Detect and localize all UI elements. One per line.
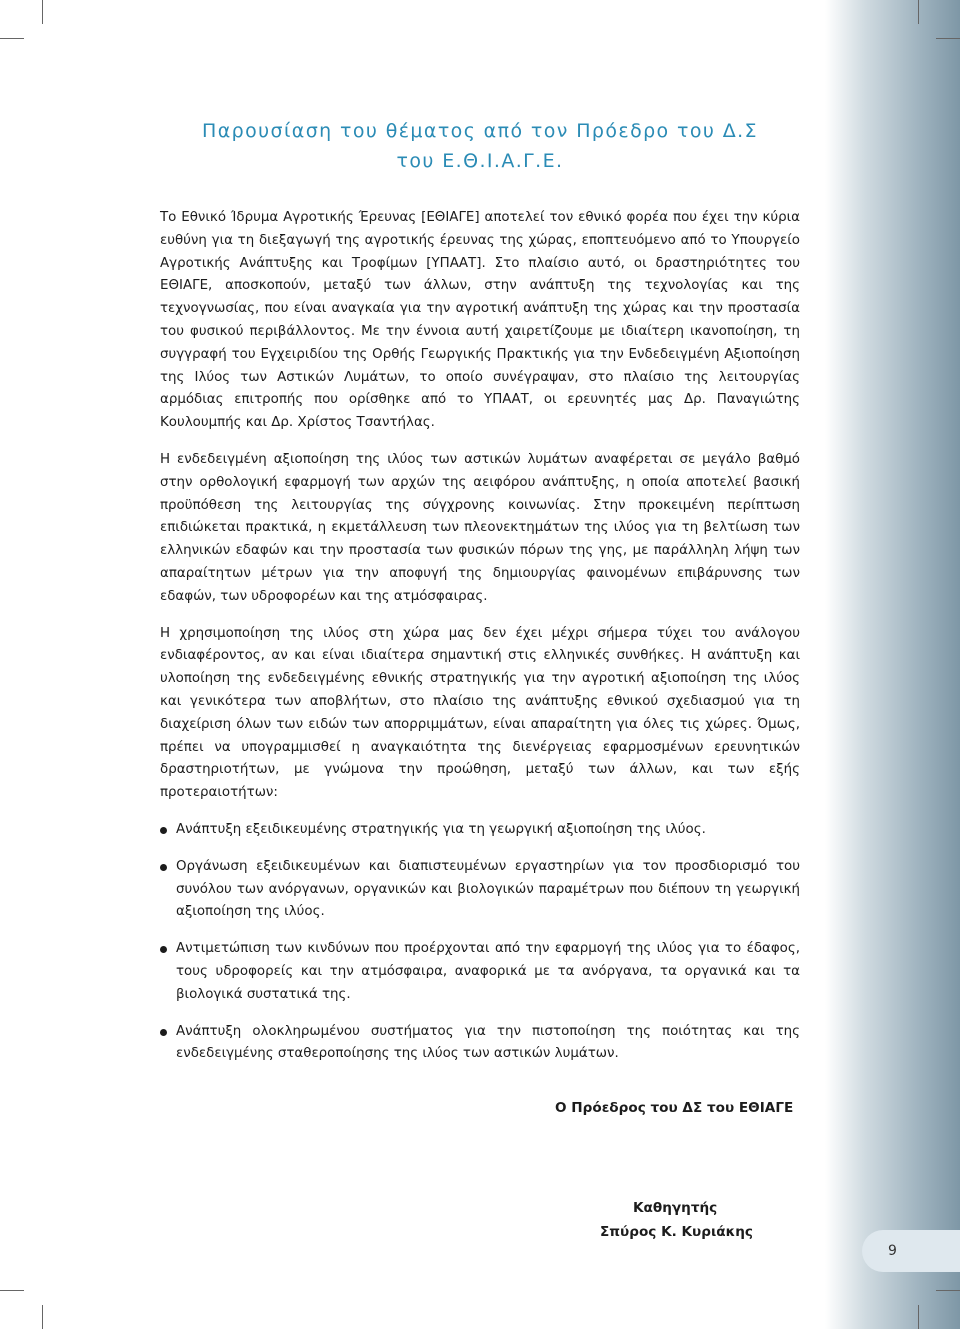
page-number: 9 xyxy=(888,1243,897,1259)
paragraph-intro: Το Εθνικό Ίδρυμα Αγροτικής Έρευνας [ΕΘΙΑΓΕ] αποτελεί τον εθνικό φορέα που έχει την κύρια ευθύνη για τη διεξαγωγή της αγροτικής έρευνας της χώρας, εποπτευόμενο από το Υπουργείο Αγροτικής Ανάπτυξης και Τροφίμων [ΥΠΑΑΤ]. Στο πλαίσιο αυτό, οι δραστηριότητες του ΕΘΙΑΓΕ, αποσκοπούν, μεταξύ των άλλων, στην ανάπτυξη της τεχνολογίας και της τεχνογνωσίας, που είναι αναγκαία για την αγροτική ανάπτυξη της χώρας και την προστασία του φυσικού περιβάλλοντος. Με την έννοια αυτή χαιρετίζουμε με ιδιαίτερη ικανοποίηση, τη συγγραφή του Εγχειριδίου της Ορθής Γεωργικής Πρακτικής για την Ενδεδειγμένη Αξιοποίηση της Ιλύος των Αστικών Λυμάτων, το οποίο συνέγραψαν, στο πλαίσιο της λειτουργίας αρμόδιας επιτροπής που ορίσθηκε από το ΥΠΑΑΤ, οι ερευνητές μας Δρ. Παναγιώτης Κουλουμπής και Δρ. Χρίστος Τσαντήλας. xyxy=(160,210,800,431)
list-item xyxy=(160,856,800,924)
bullet-icon xyxy=(160,946,167,953)
priorities-list xyxy=(160,819,800,1066)
signature-title: Ο Πρόεδρος του ΔΣ του ΕΘΙΑΓΕ xyxy=(555,1100,794,1116)
list-item-text: Αντιμετώπιση των κινδύνων που προέρχονται από την εφαρμογή της ιλύος για το έδαφος, τους υδροφορείς και την ατμόσφαιρα, αναφορικά με τα ανόργανα, τα οργανικά και τα βιολογικά συστατικά της. xyxy=(176,941,800,1002)
crop-mark-top-right-v xyxy=(918,0,919,24)
decorative-side-band xyxy=(825,0,960,1329)
crop-mark-bottom-left-v xyxy=(42,1305,43,1329)
page-title-line-2: του Ε.Θ.Ι.Α.Γ.Ε. xyxy=(396,150,564,172)
list-item xyxy=(160,819,800,842)
signature-role: Καθηγητής xyxy=(633,1200,718,1216)
page-number-tab xyxy=(862,1230,960,1272)
signature-name: Σπύρος Κ. Κυριάκης xyxy=(600,1224,753,1240)
bullet-icon xyxy=(160,827,167,834)
crop-mark-top-right-h xyxy=(936,38,960,39)
list-item-text: Ανάπτυξη ολοκληρωμένου συστήματος για την πιστοποίηση της ποιότητας και της ενδεδειγμένης σταθεροποίησης της ιλύος των αστικών λυμάτων. xyxy=(176,1023,800,1062)
list-item xyxy=(160,938,800,1006)
paragraph-priorities: Η χρησιμοποίηση της ιλύος στη χώρα μας δεν έχει μέχρι σήμερα τύχει του ανάλογου ενδιαφέροντος, αν και είναι ιδιαίτερα σημαντική στις ελληνικές συνθήκες. Η ανάπτυξη και υλοποίηση της ενδεδειγμένης εθνικής στρατηγικής για την αγροτική αξιοποίηση της ιλύος και γενικότερα των αποβλήτων, στο πλαίσιο της ανάπτυξης εθνικού σχεδιασμού για τη διαχείριση όλων των ειδών των απορριμμάτων, είναι απαραίτητη για όλες τις χώρες. Όμως, πρέπει να υπογραμμισθεί η αναγκαιότητα της διενέργειας εφαρμοσμένων ερευνητικών δραστηριοτήτων, με γνώμονα την προώθηση, μεταξύ των άλλων, και των εξής προτεραιοτήτων: xyxy=(160,625,800,801)
body-text xyxy=(160,207,800,1080)
bullet-icon xyxy=(160,1029,167,1036)
list-item-text: Ανάπτυξη εξειδικευμένης στρατηγικής για τη γεωργική αξιοποίηση της ιλύος. xyxy=(176,821,706,837)
crop-mark-top-left-v xyxy=(42,0,43,24)
list-item xyxy=(160,1021,800,1067)
crop-mark-top-left-h xyxy=(0,38,24,39)
crop-mark-bottom-left-h xyxy=(0,1290,24,1291)
list-item-text: Οργάνωση εξειδικευμένων και διαπιστευμένων εργαστηρίων για τον προσδιορισμό του συνόλου των ανόργανων, οργανικών και βιολογικών παραμέτρων που διέπουν τη γεωργική αξιοποίηση της ιλύος. xyxy=(176,858,800,920)
paragraph-sludge-use: Η ενδεδειγμένη αξιοποίηση της ιλύος των αστικών λυμάτων αναφέρεται σε μεγάλο βαθμό στην ορθολογική εφαρμογή των αρχών της αειφόρου ανάπτυξης, η οποία αποτελεί βασική προϋπόθεση της λειτουργίας της σύγχρονης κοινωνίας. Στην προκειμένη περίπτωση επιδιώκεται πρακτικά, η εκμετάλλευση των πλεονεκτημάτων της ιλύος για τη βελτίωση των ελληνικών εδαφών και την προστασία των φυσικών πόρων της γης, με παράλληλη λήψη των απαραίτητων μέτρων για την αποφυγή της δημιουργίας φαινομένων επιβάρυνσης των εδαφών, των υδροφορέων και της ατμόσφαιρας. xyxy=(160,451,800,604)
crop-mark-bottom-right-v xyxy=(918,1305,919,1329)
crop-mark-bottom-right-h xyxy=(936,1290,960,1291)
bullet-icon xyxy=(160,864,167,871)
page-title-line-1: Παρουσίαση του θέματος από τον Πρόεδρο του Δ.Σ xyxy=(202,120,758,142)
page-title xyxy=(160,116,800,176)
